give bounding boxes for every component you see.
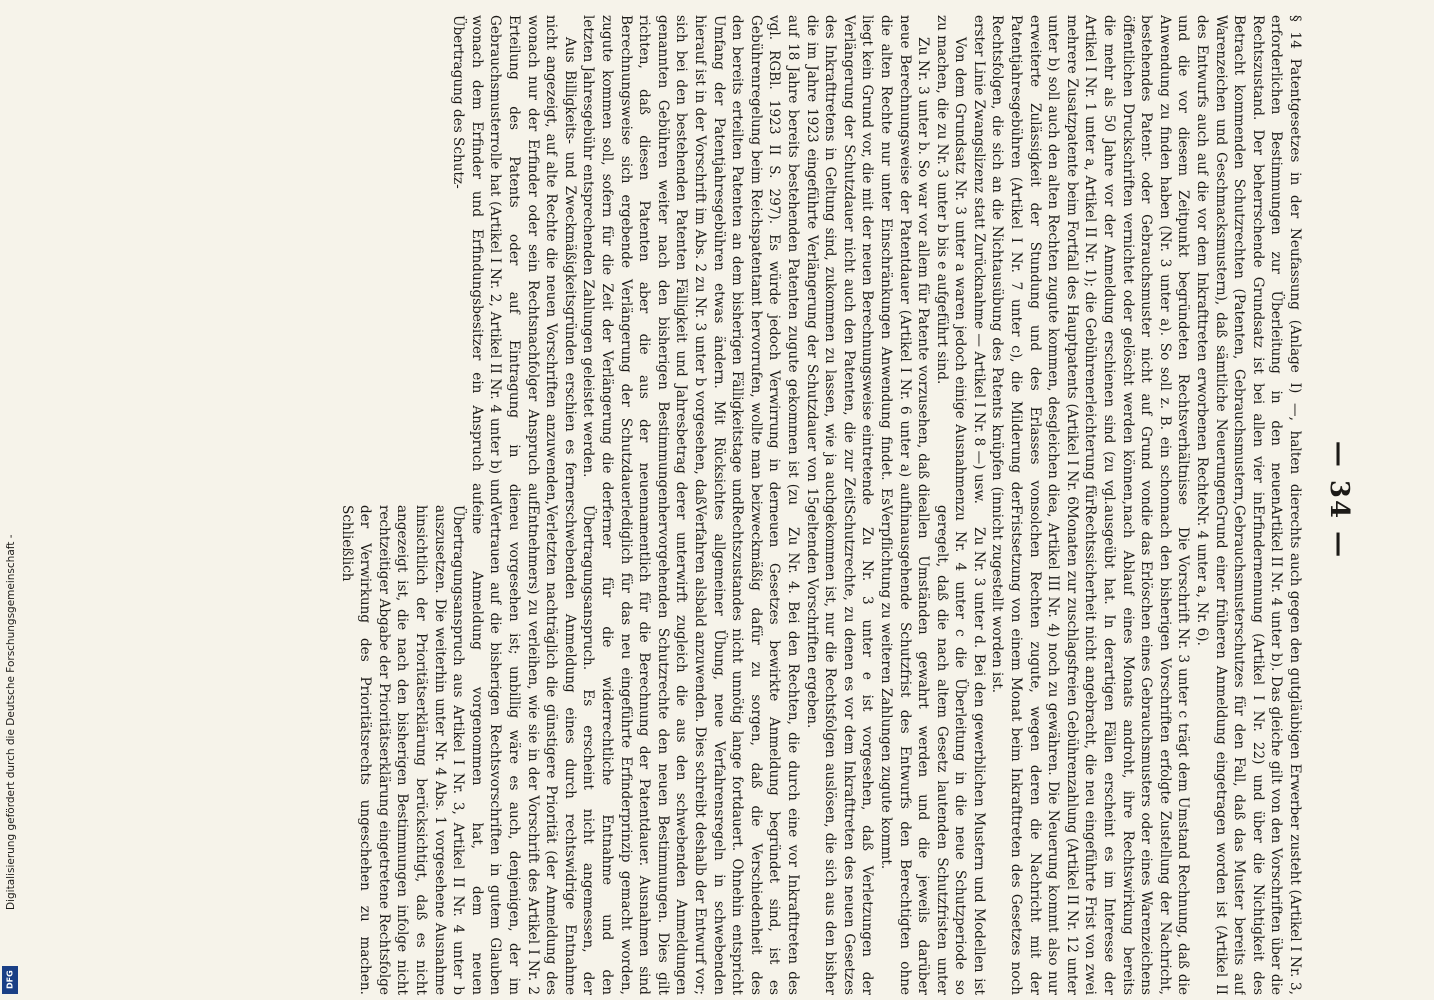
footer-credit-text: Digitalisierung gefördert durch die Deutsche Forschungsgemeinschaft - xyxy=(5,534,17,910)
paragraph: § 14 Patentgesetzes in der Neufassung (Anlage I) —, halten die erforderlichen Bestimmungen zur Überleitung in den neuen Rechtszustand. Der beherrschende Grundsatz ist bei allen vier in Betracht kommenden Schutzrechten (Patenten, Gebrauchsmustern, Warenzeichen und Geschmacksmustern), daß sämtliche Neuerungen des Entwurfs auch auf die vor dem Inkrafttreten erworbenen Rechte und die vor diesem Zeitpunkt begründeten Rechtsverhältnisse Anwendung zu finden haben (Nr. 3 unter a). So soll z. B. ein schon bestehendes Patent- oder Gebrauchsmuster nicht auf Grund von öffentlichen Druckschriften vernichtet oder gelöscht werden können, die mehr als 50 Jahre vor der Anmeldung erschienen sind (zu vgl. Artikel I Nr. 1 unter a, Artikel II Nr. 1); die Gebührenerleichterung für mehrere Zusatzpatente beim Fortfall des Hauptpatents (Artikel I Nr. 6 unter b) soll auch den alten Rechten zugute kommen, desgleichen die erweiterte Zulässigkeit der Stundung und des Erlasses von Patentjahresgebühren (Artikel I Nr. 7 unter c), die Milderung der Rechtsfolgen, die sich an die Nichtausübung des Patents knüpfen (in erster Linie Zwangslizenz statt Zurücknahme — Artikel I Nr. 8 —) usw. xyxy=(970,15,1303,505)
left-text-column xyxy=(164,15,1304,505)
paragraph: Von dem Grundsatz Nr. 3 unter a waren jedoch einige Ausnahmen zu machen, die zu Nr. 3 unter b bis e aufgeführt sind. xyxy=(933,15,969,505)
paragraph: Zu Nr. 3 unter b. So war vor allem für Patente vorzusehen, daß die neue Berechnungsweise der Patentdauer (Artikel I Nr. 6 unter a) auf die alten Rechte nur unter Einschränkungen Anwendung findet. Es liegt kein Grund vor, die mit der neuen Berechnungsweise eintretende Verlängerung der Schutzdauer nicht auch den Patenten, die zur Zeit des Inkrafttretens in Geltung sind, zukommen zu lassen, wie ja auch die im Jahre 1923 eingeführte Verlängerung der Schutzdauer von 15 auf 18 Jahre bereits bestehenden Patenten zugute gekommen ist (zu vgl. RGBl. 1923 II S. 297). Es würde jedoch Verwirrung in der Gebührenregelung beim Reichspatentamt hervorrufen, wollte man bei den bereits erteilten Patenten an dem bisherigen Fälligkeitstage und Umfang der Patentjahresgebühren etwas ändern. Mit Rücksicht hierauf ist in der Vorschrift im Abs. 2 zu Nr. 3 unter b vorgesehen, daß sich bei den bestehenden Patenten Fälligkeit und Jahresbetrag der genannten Gebühren weiter nach den bisherigen Bestimmungen richten, daß diesen Patenten aber die aus der neuen Berechnungsweise sich ergebende Verlängerung der Schutzdauer zugute kommen soll, sofern für die Zeit der Verlängerung die der letzten Jahresgebühr entsprechenden Zahlungen geleistet werden. xyxy=(580,15,932,505)
right-text-column xyxy=(164,505,1304,995)
paragraph: Zu Nr. 4. Bei den Rechten, die durch eine vor Inkrafttreten des neuen Gesetzes bewirkte Anmeldung begründet sind, ist es zweckmäßig dafür zu sorgen, daß die Verschiedenheit des Rechtszustandes nicht unnötig lange fortdauert. Ohnehin entspricht es allgemeiner Übung, neue Verfahrensregeln in schwebenden Verfahren alsbald anzuwenden. Dies schreibt deshalb der Entwurf vor; er unterwirft zugleich die aus den schwebenden Anmeldungen hervorgehenden Schutzrechte den neuen Bestimmungen. Dies gilt namentlich für die Berechnung der Patentdauer. Ausnahmen sind lediglich für das neu eingeführte Erfinderprinzip gemacht worden, ferner für die widerrechtliche Entnahme und den Übertragungsanspruch. Es erscheint nicht angemessen, der schwebenden Anmeldung eines durch rechtswidrige Entnahme Verletzten nachträglich die günstigere Priorität (der Anmeldung des Entnehmers) zu verleihen, wie sie in der Vorschrift des Artikel I Nr. 2 neu vorgesehen ist; unbillig wäre es auch, denjenigen, der im Vertrauen auf die bisherigen Rechtsvorschriften in gutem Glauben eine Anmeldung vorgenommen hat, dem neuen Übertragungsanspruch aus Artikel I Nr. 3, Artikel II Nr. 4 unter b auszusetzen. Die weiterhin unter Nr. 4 Abs. 1 vorgesehene Ausnahme hinsichtlich der Prioritätserklärung berücksichtigt, daß es nicht angezeigt ist, die nach den bisherigen Bestimmungen infolge nicht rechtzeitiger Abgabe der Prioritätserklärung eingetretene Rechtsfolge der Verwirkung des Prioritätsrechts ungeschehen zu machen. Schließlich xyxy=(338,505,801,995)
paragraph: Aus Billigkeits- und Zweckmäßigkeitsgründen erschien es ferner nicht angezeigt, auf alte Rechte die neuen Vorschriften anzuwenden, wonach nur der Erfinder oder sein Rechtsnachfolger Anspruch auf Erteilung des Patents oder auf Eintragung in die Gebrauchsmusterrolle hat (Artikel I Nr. 2, Artikel II Nr. 4 unter b) und wonach dem Erfinder und Erfindungsbesitzer ein Anspruch auf Übertragung des Schutz- xyxy=(450,15,578,505)
paragraph: rechts auch gegen den gutgläubigen Erwerber zusteht (Artikel I Nr. 3, Artikel II Nr. 4 unter b). Das gleiche gilt von den Vorschriften über die Erfindernennung (Artikel I Nr. 22) und über die Nichtigkeit des Gebrauchsmusterschutzes für den Fall, daß das Muster bereits auf Grund einer früheren Anmeldung eingetragen worden ist (Artikel II Nr. 4 unter a, Nr. 6). xyxy=(1194,505,1303,995)
paragraph: Zu Nr. 3 unter d. Bei den gewerblichen Mustern und Modellen ist zu Nr. 4 unter c die Überleitung in die neue Schutzperiode so geregelt, daß die nach altem Gesetz lautenden Schutzfristen unter allen Umständen gewahrt werden und die jeweils darüber hinausgehende Schutzfrist des Entwurfs den Berechtigten ohne Verpflichtung zu weiteren Zahlungen zugute kommt. xyxy=(877,505,987,995)
digitization-footer xyxy=(2,0,20,1000)
paragraph: Zu Nr. 3 unter e ist vorgesehen, daß Verletzungen der Schutzrechte, zu denen es vor dem Inkrafttreten des neuen Gesetzes gekommen ist, nur die Rechtsfolgen auslösen, die sich aus den bisher geltenden Vorschriften ergeben. xyxy=(803,505,876,995)
dfg-logo-icon: DFG xyxy=(2,966,18,994)
paragraph: Die Vorschrift Nr. 3 unter c trägt dem Umstand Rechnung, daß die nach den bisherigen Vorschriften erfolgte Zustellung der Nachricht, die das Erlöschen eines Gebrauchsmusters oder eines Warenzeichens nach Ablauf eines Monats androht, ihre Rechtswirkung bereits ausgeübt hat. In derartigen Fällen erscheint es im Interesse der Rechtssicherheit nicht angebracht, die neu eingeführte Frist von zwei Monaten zur zuschlagsfreien Gebührenzahlung (Artikel II Nr. 12 unter a, Artikel III Nr. 4) noch zu gewähren. Die Neuerung kommt also nur solchen Rechten zugute, wegen deren die Nachricht mit der Fristsetzung von einem Monat beim Inkrafttreten des Gesetzes noch nicht zugestellt worden ist. xyxy=(989,505,1192,995)
page-number: — 34 — xyxy=(1324,440,1354,560)
